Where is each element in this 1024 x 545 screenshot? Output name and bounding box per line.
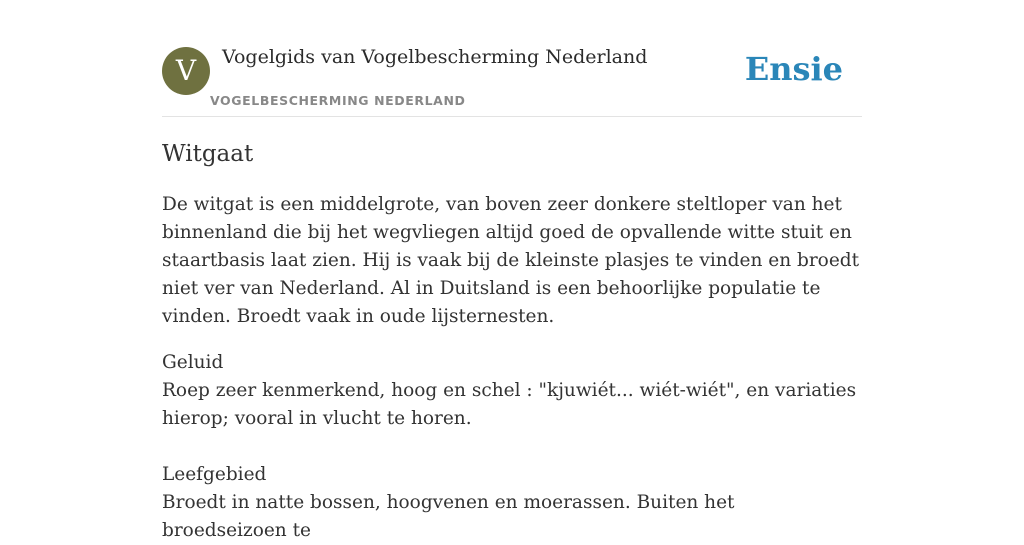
section-leefgebied — [162, 461, 862, 545]
header — [162, 0, 862, 117]
avatar[interactable]: V — [162, 47, 210, 95]
section-heading: Leefgebied — [162, 464, 267, 485]
section-body: Roep zeer kenmerkend, hoog en schel : "kjuwiét... wiét-wiét", en variaties hierop; vooral in vlucht te horen. — [162, 380, 857, 429]
article — [162, 136, 862, 545]
section-body: Broedt in natte bossen, hoogvenen en moerassen. Buiten het broedseizoen te — [162, 492, 735, 541]
ensie-logo[interactable]: Ensie — [744, 50, 843, 88]
section-heading: Geluid — [162, 352, 224, 373]
section-geluid — [162, 349, 862, 433]
article-intro: De witgat is een middelgrote, van boven zeer donkere steltloper van het binnenland die bij het wegvliegen altijd goed de opvallende witte stuit en staartbasis laat zien. Hij is vaak bij de kleinste plasjes te vinden en broedt niet ver van Nederland. Al in Duitsland is een behoorlijke populatie te vinden. Broedt vaak in oude lijsternesten. — [162, 194, 860, 327]
site-title-link[interactable]: Vogelgids van Vogelbescherming Nederland — [222, 46, 648, 68]
page-title: Witgaat — [162, 141, 254, 167]
publisher-link[interactable]: VOGELBESCHERMING NEDERLAND — [210, 93, 466, 108]
